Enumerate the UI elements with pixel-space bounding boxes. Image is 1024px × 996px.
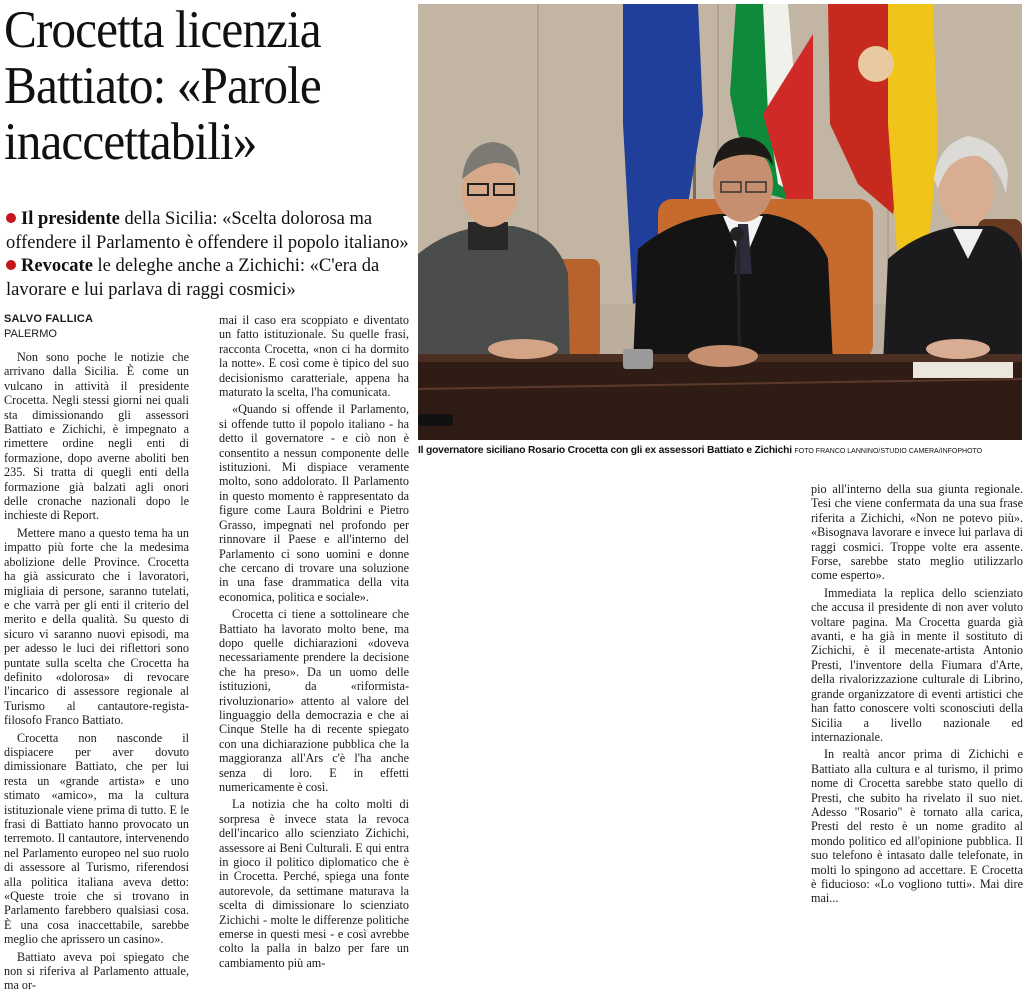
paragraph: Mettere mano a questo tema ha un impatto più forte che la medesima abolizione delle Province. Crocetta ha già assicurato che i lavoratori, migliaia di persone, saranno tutelati, e che varrà per gli enti il criterio del merito e della qualità. Su questo di sicuro vi saranno nuovi episodi, ma per adesso le luci dei riflettori sono puntate sulla scelta che Crocetta ha definito «dolorosa» di revocare l'incarico di assessore regionale al Turismo al cantautore-regista-filosofo Franco Battiato. bbox=[4, 525, 189, 728]
dateline: PALERMO bbox=[4, 328, 57, 340]
headline bbox=[4, 2, 385, 170]
paragraph: «Quando si offende il Parlamento, si offende tutto il popolo italiano - ha detto il governatore - e ciò non è consentito a nessun componente delle istituzioni. Mi dispiace veramente molto, sono addolorato. Il Parlamento in questo momento è rappresentato da figure come Laura Boldrini e Pietro Grasso, impegnati nel profondo per rinnovare il Paese e all'interno del Parlamento ci sono uomini e donne che cercano di trovare una soluzione in una fase drammatica della vita economica, politica e sociale». bbox=[219, 402, 409, 604]
paragraph: Crocetta non nasconde il dispiacere per aver dovuto dimissionare Battiato, che per lui resta un «grande artista» e uno stimato «amico», ma la cultura istituzionale viene prima di tutto. E le frasi di Battiato hanno provocato un terremoto. Il cantautore, intervenendo nel Parlamento europeo nel suo ruolo di assessore al Turismo, riferendosi alla politica italiana aveva detto: «Queste troie che si trovano in Parlamento farebbero qualsiasi cosa. È una cosa inaccettabile, sarebbe meglio che aprissero un casino». bbox=[4, 730, 189, 947]
subhead-text-2: le deleghe anche a Zichichi: «C'era da lavorare e lui parlava di raggi cosmici» bbox=[6, 256, 380, 300]
article-column-1 bbox=[4, 350, 189, 996]
subheadline bbox=[6, 208, 416, 302]
paragraph: Crocetta ci tiene a sottolineare che Battiato ha lavorato molto bene, ma dopo quelle dichiarazioni «doveva necessariamente prendere la decisione che ha preso». Da un uomo delle istituzioni, da «riformista-rivoluzionario» attento al valore del linguaggio della democrazia e che ai Cinque Stelle ha di recente spiegato con una dichiarazione pubblica che la maggioranza all'Ars c'è l'ha anche senza di loro. E in effetti numericamente è così. bbox=[219, 607, 409, 794]
author-byline: SALVO FALLICA bbox=[4, 313, 94, 325]
subhead-bold-1: Il presidente bbox=[21, 209, 120, 229]
paragraph: Non sono poche le notizie che arrivano dalla Sicilia. È come un vulcano in attività il presidente Crocetta. Negli stessi giorni nei quali sta dimissionando gli assessori Battiato e Zichichi, è impegnato a rimettere ordine negli enti di formazione, dopo averne aboliti ben 235. Si tratta di quegli enti della formazione già balzati agli onori delle cronache nazionali dopo le inchieste di Report. bbox=[4, 350, 189, 523]
caption-text: Il governatore siciliano Rosario Crocetta con gli ex assessori Battiato e Zichichi bbox=[418, 445, 792, 456]
photo-credit: FOTO FRANCO LANNINO/STUDIO CAMERA/INFOPHOTO bbox=[794, 448, 983, 455]
paragraph: Battiato aveva poi spiegato che non si riferiva al Parlamento attuale, ma or- bbox=[4, 949, 189, 993]
paragraph: Immediata la replica dello scienziato che accusa il presidente di non aver voluto voltare pagina. Ma Crocetta guarda già avanti, e ha già in mente il sostituto di Zichichi, è il mecenate-artista Antonio Presti, l'inventore della Fiumara d'Arte, della rivalorizzazione culturale di Librino, grande organizzatore di eventi artistici che han fatto conoscere volti sconosciuti della Sicilia a livello nazionale ed internazionale. bbox=[811, 585, 1023, 744]
news-photo bbox=[418, 4, 1022, 440]
red-bullet-icon bbox=[6, 260, 16, 270]
paragraph: La notizia che ha colto molti di sorpresa è invece stata la revoca dell'incarico allo scienziato Zichichi, assessore ai Beni Culturali. E qui entra in gioco il politico diplomatico che è in Crocetta. Perché, spiega una fonte autorevole, da settimane maturava la scelta di dimissionare lo scienziato Zichichi - molte le differenze politiche emerse in questi mesi - e così avrebbe colto la palla in balzo per fare un cambiamento più am- bbox=[219, 797, 409, 970]
paragraph: mai il caso era scoppiato e diventato un fatto istituzionale. Su quelle frasi, racconta Crocetta, «non ci ha dormito la notte». E così come è tipico del suo decisionismo caratteriale, appena ha maturato la scelta, l'ha comunicata. bbox=[219, 313, 409, 400]
paragraph: pio all'interno della sua giunta regionale. Tesi che viene confermata da una sua frase riferita a Zichichi, «Non ne potevo più». «Bisognava lavorare e invece lui parlava di raggi cosmici. Troppe volte era assente. Forse, sarebbe stato meglio utilizzarlo come esperto». bbox=[811, 482, 1023, 583]
paragraph: In realtà ancor prima di Zichichi e Battiato alla cultura e al turismo, il primo nome di Crocetta sarebbe stato quello di Presti, che subito ha rivelato il suo niet. Adesso "Rosario" è tornato alla carica, Presti del resto è un nome gradito al mondo politico ed all'opinione pubblica. Il suo telefono è intasato dalle telefonate, in molti lo spingono ad accettare. E Crocetta è fiducioso: «Lo vogliono tutti». Mai dire mai... bbox=[811, 747, 1023, 906]
red-bullet-icon bbox=[6, 213, 16, 223]
subhead-text-1: della Sicilia: «Scelta dolorosa ma offendere il Parlamento è offendere il popolo italiano» bbox=[6, 209, 409, 253]
article-column-2 bbox=[219, 313, 409, 973]
subhead-bold-2: Revocate bbox=[21, 256, 93, 276]
headline-line-3: inaccettabili» bbox=[4, 113, 257, 171]
article-column-3 bbox=[811, 482, 1023, 909]
photo-caption bbox=[418, 445, 1022, 456]
headline-line-2: Battiato: «Parole bbox=[4, 57, 321, 115]
headline-line-1: Crocetta licenzia bbox=[4, 1, 321, 59]
